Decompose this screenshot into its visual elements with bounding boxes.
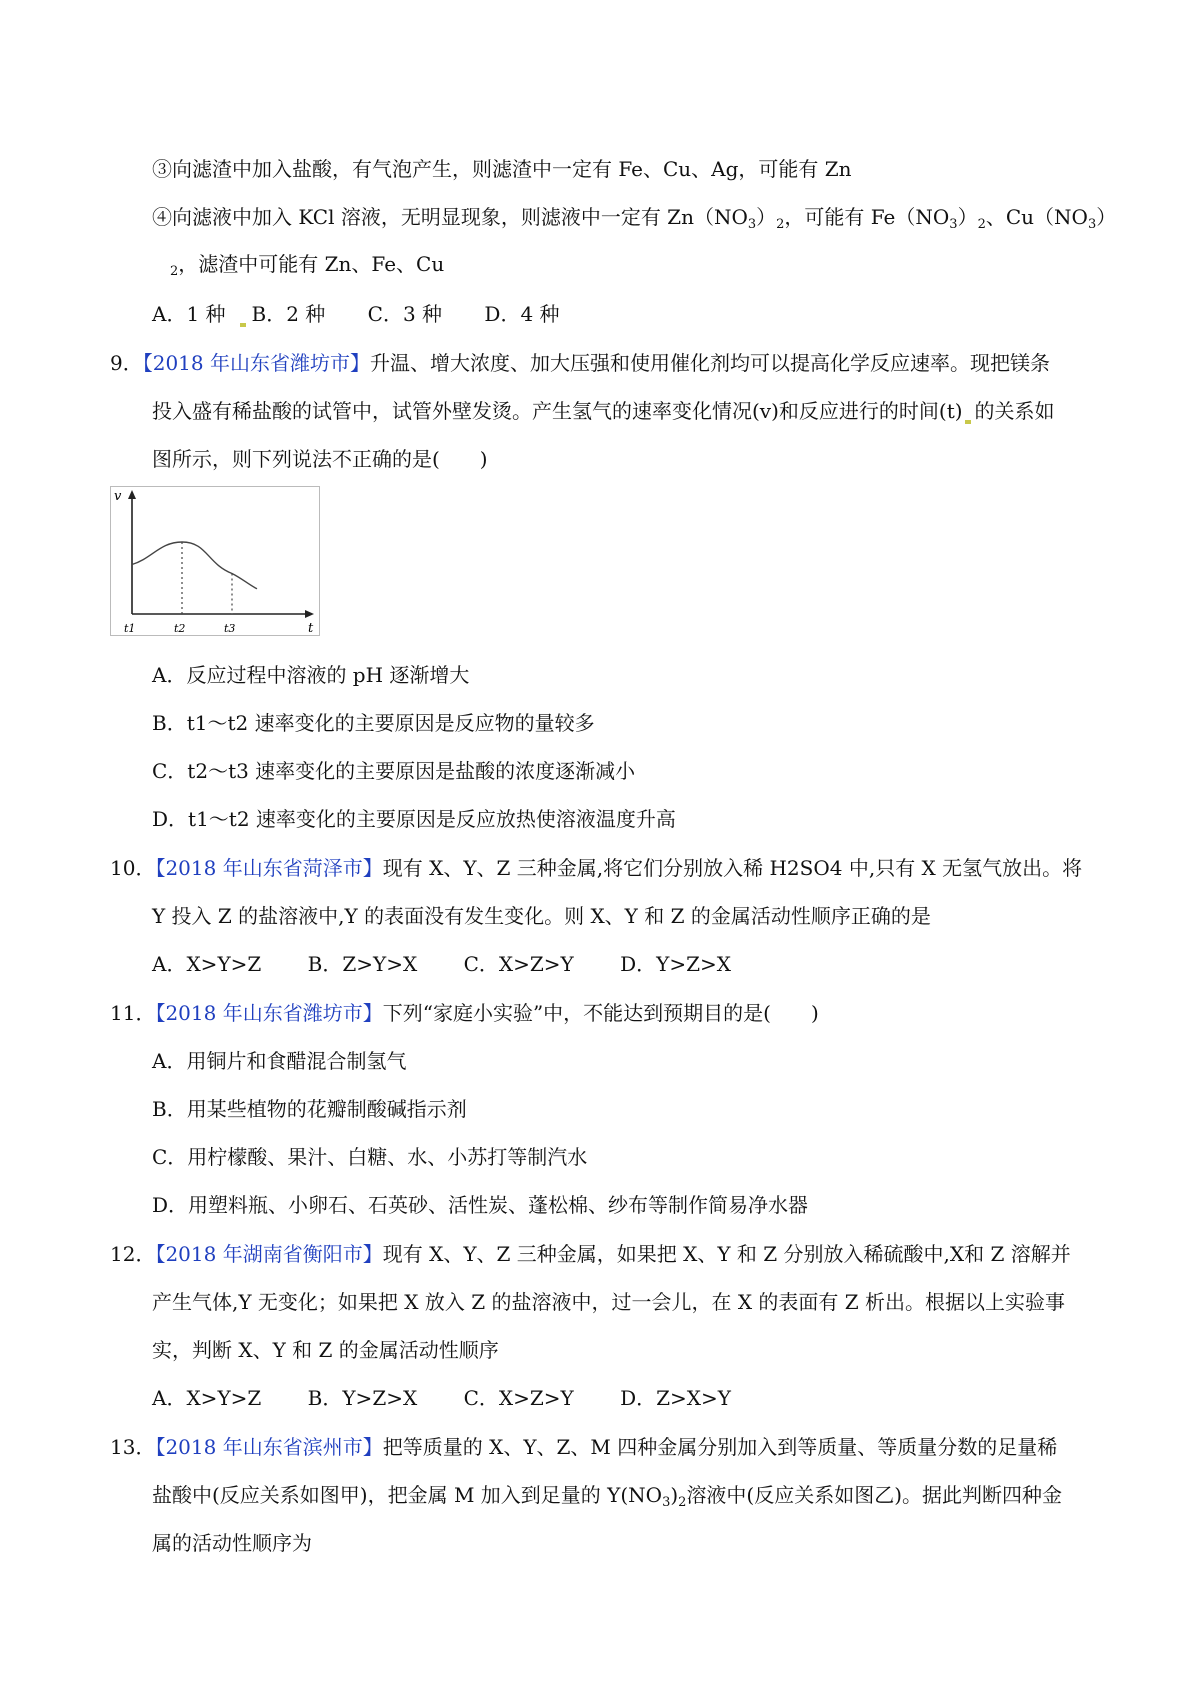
q9-option-c: C．t2～t3 速率变化的主要原因是盐酸的浓度逐渐减小 (152, 759, 636, 783)
q12-option-b: B．Y>Z>X (307, 1386, 418, 1410)
q11-option-c: C．用柠檬酸、果汁、白糖、水、小苏打等制汽水 (152, 1145, 588, 1169)
rate-curve (132, 542, 257, 589)
x-axis-label: t (308, 621, 314, 636)
q12-option-c: C．X>Z>Y (463, 1386, 574, 1410)
q10-option-b: B．Z>Y>X (307, 952, 418, 976)
q8-option-b: B．2 种 (251, 302, 326, 326)
q13-line-3: 属的活动性顺序为 (152, 1531, 312, 1555)
q10-source: 【2018 年山东省菏泽市】 (155, 856, 383, 880)
q12-options (152, 1384, 731, 1412)
q12-line-3: 实，判断 X、Y 和 Z 的金属活动性顺序 (152, 1338, 499, 1362)
rate-time-chart (110, 486, 320, 636)
q10-options (152, 950, 731, 978)
q9-line-3: 图所示，则下列说法不正确的是( ) (152, 447, 488, 471)
q9-option-b: B．t1～t2 速率变化的主要原因是反应物的量较多 (152, 711, 595, 735)
q8-options (152, 300, 560, 328)
q8-option-d: D．4 种 (484, 302, 560, 326)
highlight-mark (965, 420, 971, 424)
q8-option-a: A．1 种 (152, 302, 226, 326)
highlight-mark (240, 323, 246, 327)
q10-line-1: 10．【2018 年山东省菏泽市】现有 X、Y、Z 三种金属,将它们分别放入稀 H2SO4 中,只有 X 无氢气放出。将 (110, 856, 1083, 880)
q11-option-a: A．用铜片和食醋混合制氢气 (152, 1049, 407, 1073)
q9-option-a: A．反应过程中溶液的 pH 逐渐增大 (152, 663, 470, 687)
tick-t1: t1 (124, 622, 136, 635)
q11-option-d: D．用塑料瓶、小卵石、石英砂、活性炭、蓬松棉、纱布等制作简易净水器 (152, 1193, 809, 1217)
q10-option-c: C．X>Z>Y (463, 952, 574, 976)
x-axis-arrow (305, 610, 314, 618)
q10-option-a: A．X>Y>Z (152, 952, 262, 976)
q13-line-1: 13．【2018 年山东省滨州市】把等质量的 X、Y、Z、M 四种金属分别加入到等质量、等质量分数的足量稀 (110, 1435, 1058, 1459)
q12-option-a: A．X>Y>Z (152, 1386, 262, 1410)
q8-statement-4-cont: $_2$，滤渣中可能有 Zn、Fe、Cu (170, 252, 445, 279)
q9-line-2: 投入盛有稀盐酸的试管中，试管外壁发烫。产生氢气的速率变化情况(v)和反应进行的时间(t) 的关系如 (152, 399, 1055, 423)
q9-source: 【2018 年山东省潍坊市】 (142, 351, 370, 375)
q12-line-1: 12．【2018 年湖南省衡阳市】现有 X、Y、Z 三种金属，如果把 X、Y 和 Z 分别放入稀硫酸中,X和 Z 溶解并 (110, 1242, 1071, 1266)
q13-line-2: 盐酸中(反应关系如图甲)，把金属 M 加入到足量的 $Y(NO_3)_2$溶液中(反应关系如图乙)。据此判断四种金 (152, 1483, 1063, 1510)
q10-line-2: Y 投入 Z 的盐溶液中,Y 的表面没有发生变化。则 X、Y 和 Z 的金属活动性顺序正确的是 (152, 904, 931, 928)
q8-statement-4: ④向滤液中加入 KCl 溶液，无明显现象，则滤液中一定有 $Zn(NO_3)_2$，可能有 $Fe(NO_3)_2$、$Cu(NO_3)$ (152, 205, 1117, 232)
tick-t2: t2 (174, 622, 186, 635)
q10-option-d: D．Y>Z>X (620, 952, 731, 976)
q11-source: 【2018 年山东省潍坊市】 (155, 1001, 383, 1025)
q9-line-1: 9．【2018 年山东省潍坊市】升温、增大浓度、加大压强和使用催化剂均可以提高化学反应速率。现把镁条 (110, 351, 1050, 375)
y-axis-label: v (114, 489, 122, 504)
q8-statement-3: ③向滤渣中加入盐酸，有气泡产生，则滤渣中一定有 Fe、Cu、Ag，可能有 Zn (152, 157, 852, 181)
q11-line-1: 11．【2018 年山东省潍坊市】下列“家庭小实验”中，不能达到预期目的是( ) (110, 1001, 819, 1025)
y-axis-arrow (128, 490, 136, 499)
q12-line-2: 产生气体,Y 无变化；如果把 X 放入 Z 的盐溶液中，过一会儿，在 X 的表面有 Z 析出。根据以上实验事 (152, 1290, 1066, 1314)
q12-option-d: D．Z>X>Y (620, 1386, 731, 1410)
q13-source: 【2018 年山东省滨州市】 (155, 1435, 383, 1459)
q11-option-b: B．用某些植物的花瓣制酸碱指示剂 (152, 1097, 467, 1121)
q8-option-c: C．3 种 (367, 302, 443, 326)
q9-option-d: D．t1～t2 速率变化的主要原因是反应放热使溶液温度升高 (152, 807, 676, 831)
q12-source: 【2018 年湖南省衡阳市】 (155, 1242, 383, 1266)
tick-t3: t3 (224, 622, 236, 635)
